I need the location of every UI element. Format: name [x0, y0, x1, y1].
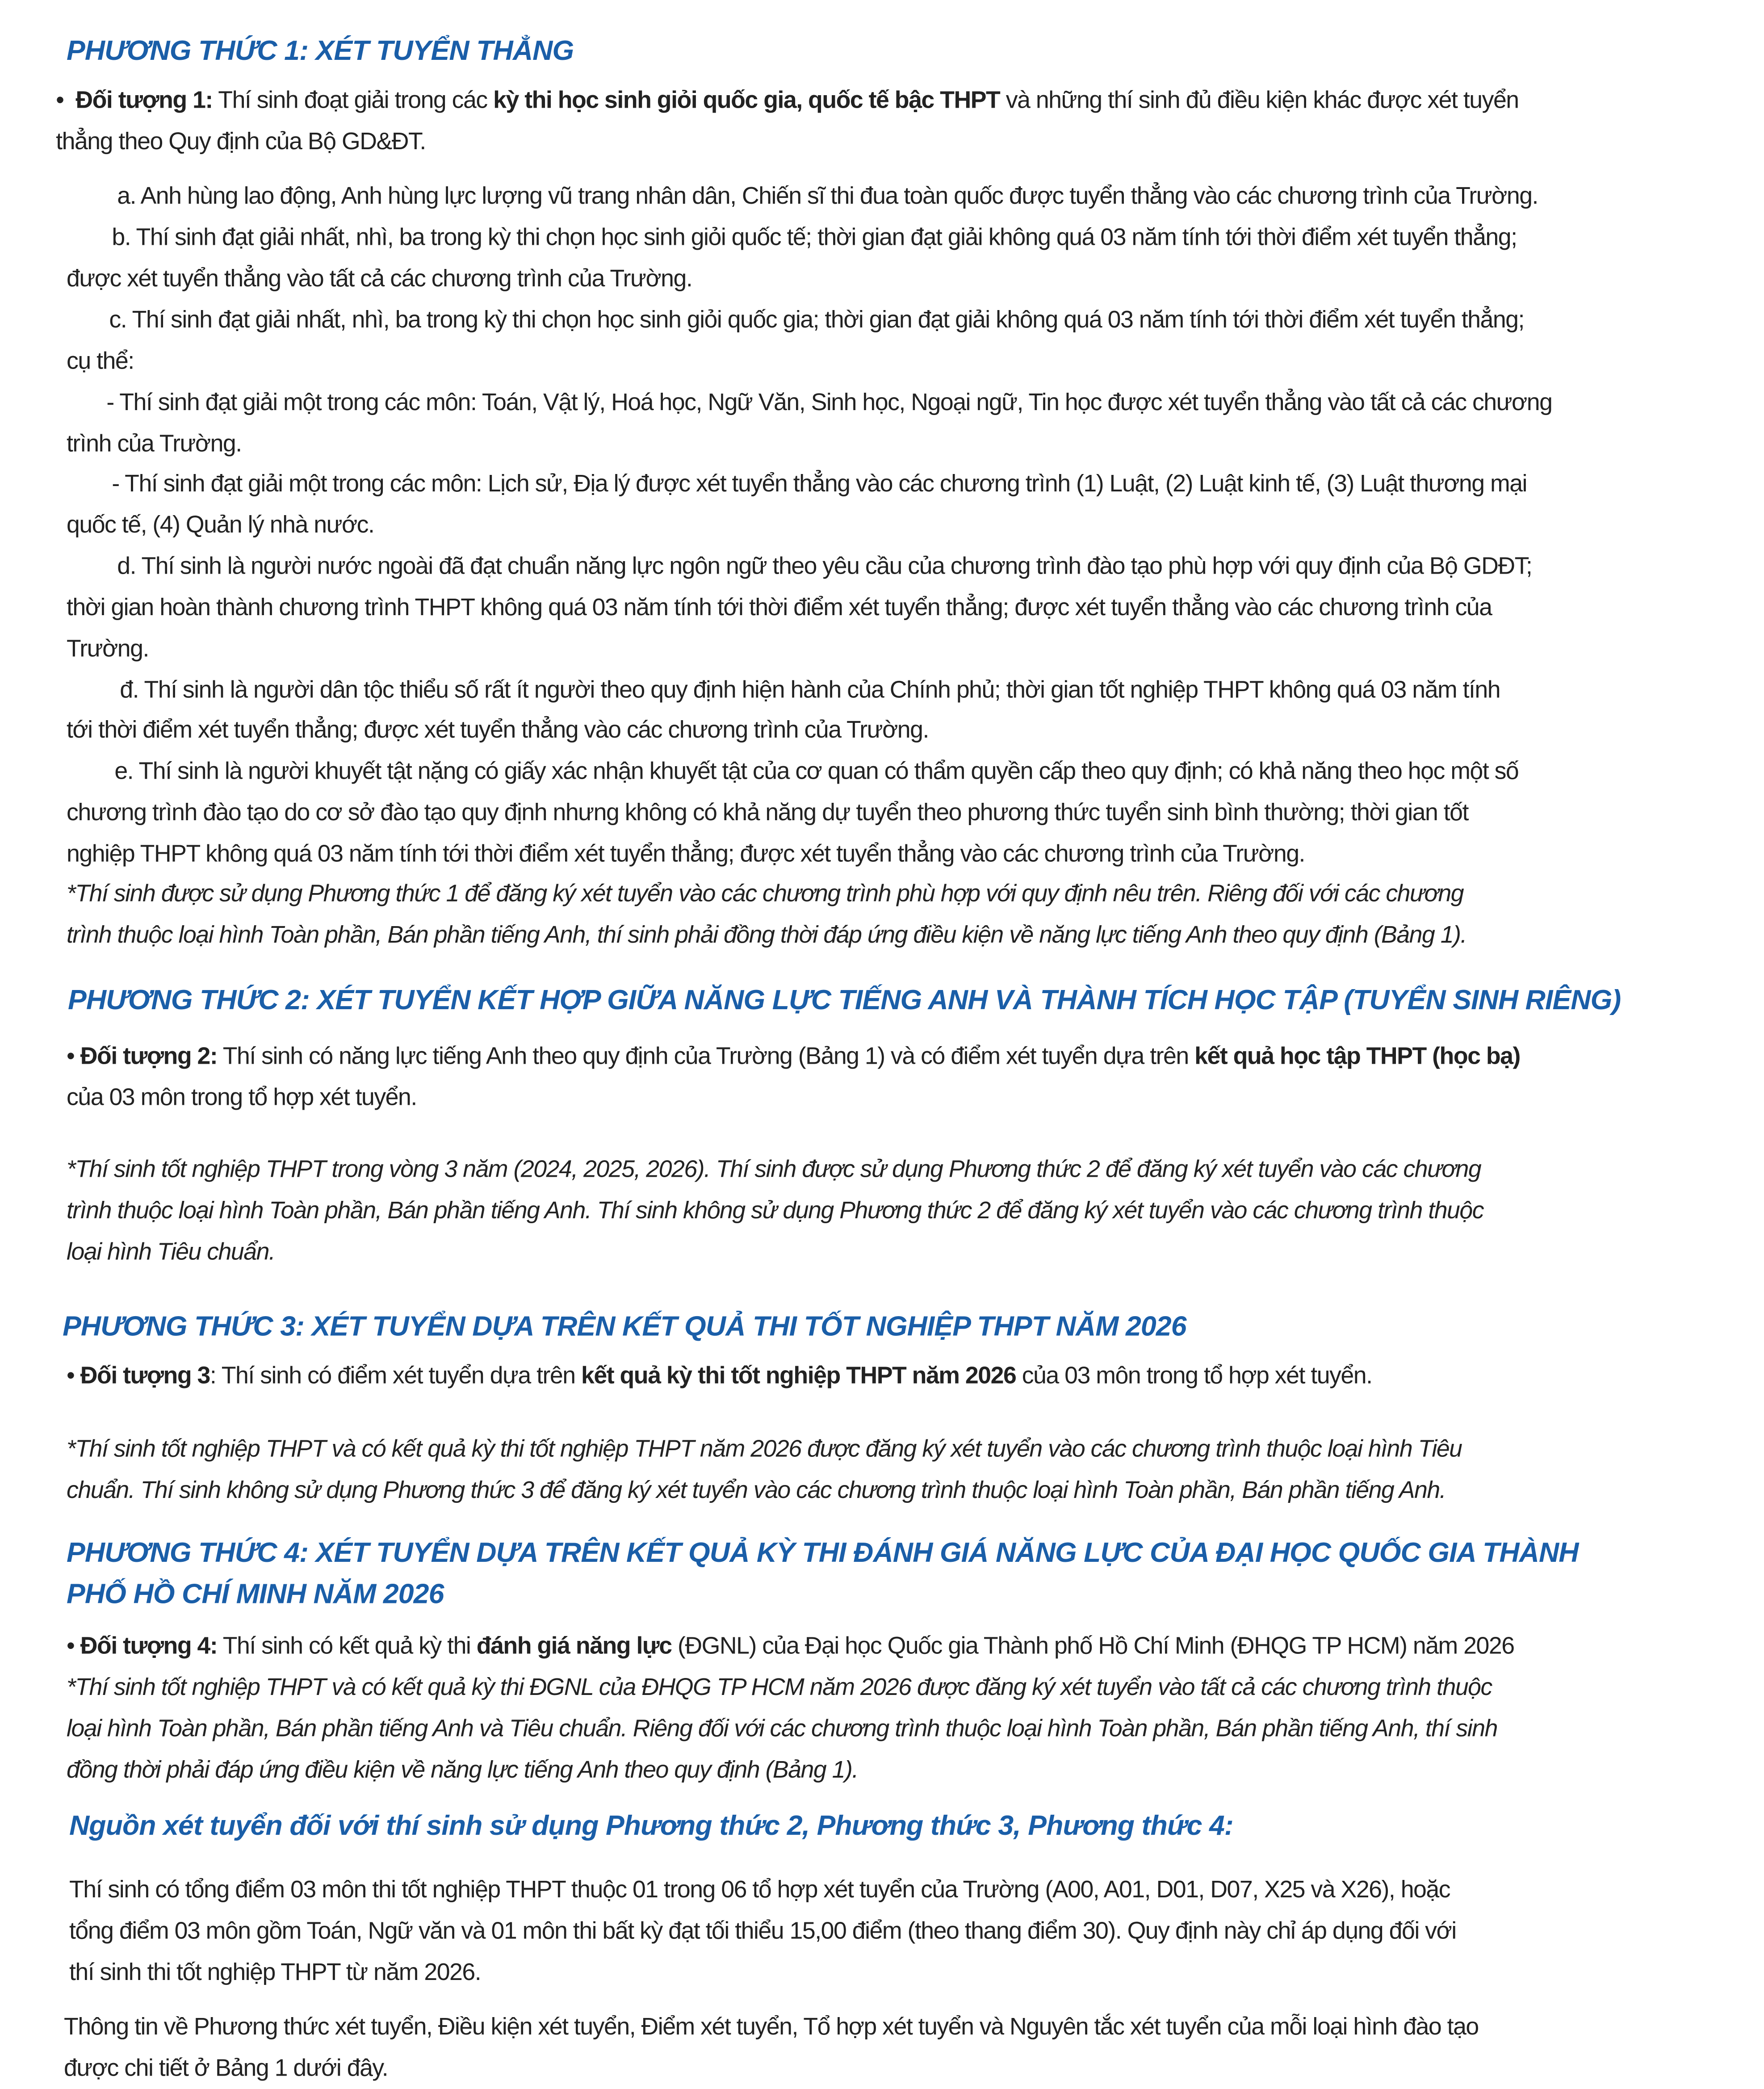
- method-2-note: *Thí sinh tốt nghiệp THPT trong vòng 3 năm (2024, 2025, 2026). Thí sinh được sử dụng Phương thức 2 để đăng ký xét tuyển vào các chương: [67, 1155, 1481, 1183]
- method-1-item-d-cont: thời gian hoàn thành chương trình THPT không quá 03 năm tính tới thời điểm xét tuyển thẳng; được xét tuyển thẳng vào các chương trình của: [67, 594, 1492, 621]
- method-1-target: [56, 80, 1613, 121]
- footer-text: Thông tin về Phương thức xét tuyển, Điều kiện xét tuyển, Điểm xét tuyển, Tổ hợp xét tuyển và Nguyên tắc xét tuyển của mỗi loại hình đào tạo: [64, 2013, 1479, 2040]
- target-text-cont: (ĐGNL) của Đại học Quốc gia Thành phố Hồ Chí Minh (ĐHQG TP HCM) năm 2026: [671, 1632, 1514, 1659]
- target-text: Thí sinh có năng lực tiếng Anh theo quy định của Trường (Bảng 1) và có điểm xét tuyển dựa trên: [217, 1042, 1195, 1070]
- source-text: Thí sinh có tổng điểm 03 môn thi tốt nghiệp THPT thuộc 01 trong 06 tổ hợp xét tuyển của Trường (A00, A01, D01, D07, X25 và X26), hoặc: [69, 1876, 1450, 1903]
- method-1-item-c-sub1: - Thí sinh đạt giải một trong các môn: Toán, Vật lý, Hoá học, Ngữ Văn, Sinh học, Ngoại ngữ, Tin học được xét tuyển thẳng vào tất cả các chương: [106, 389, 1552, 415]
- target-text-cont: của 03 môn trong tổ hợp xét tuyển.: [1016, 1362, 1372, 1389]
- method-2-heading: PHƯƠNG THỨC 2: XÉT TUYỂN KẾT HỢP GIỮA NĂNG LỰC TIẾNG ANH VÀ THÀNH TÍCH HỌC TẬP (TUYỂN SINH RIÊNG): [68, 985, 1621, 1016]
- method-4-note-cont2: đồng thời phải đáp ứng điều kiện về năng lực tiếng Anh theo quy định (Bảng 1).: [67, 1756, 858, 1783]
- method-4-heading-cont: PHỐ HỒ CHÍ MINH NĂM 2026: [67, 1579, 444, 1610]
- method-3-target: [67, 1355, 1624, 1397]
- method-4-heading: PHƯƠNG THỨC 4: XÉT TUYỂN DỰA TRÊN KẾT QUẢ KỲ THI ĐÁNH GIÁ NĂNG LỰC CỦA ĐẠI HỌC QUỐC GIA THÀNH: [67, 1538, 1579, 1569]
- method-1-item-c: c. Thí sinh đạt giải nhất, nhì, ba trong kỳ thi chọn học sinh giỏi quốc gia; thời gian đạt giải không quá 03 năm tính tới thời điểm xét tuyển thẳng;: [109, 306, 1524, 333]
- target-text: Thí sinh đoạt giải trong các: [212, 86, 494, 113]
- method-1-item-c-cont: cụ thể:: [67, 347, 134, 374]
- footer-text-cont: được chi tiết ở Bảng 1 dưới đây.: [64, 2054, 388, 2081]
- bullet: •: [67, 1042, 75, 1070]
- target-label: Đối tượng 4:: [80, 1632, 218, 1659]
- method-1-item-b: b. Thí sinh đạt giải nhất, nhì, ba trong kỳ thi chọn học sinh giỏi quốc tế; thời gian đạt giải không quá 03 năm tính tới thời điểm xét tuyển thẳng;: [112, 223, 1517, 251]
- method-1-item-c-sub2: - Thí sinh đạt giải một trong các môn: Lịch sử, Địa lý được xét tuyển thẳng vào các chương trình (1) Luật, (2) Luật kinh tế, (3) Luật thương mại: [112, 470, 1527, 497]
- target-text-cont: và những thí sinh đủ điều kiện khác được xét tuyển: [1000, 86, 1519, 113]
- method-1-item-d-cont2: Trường.: [67, 635, 149, 662]
- target-bold-text: kết quả kỳ thi tốt nghiệp THPT năm 2026: [581, 1362, 1016, 1389]
- method-2-target-cont: của 03 môn trong tổ hợp xét tuyển.: [67, 1084, 417, 1111]
- target-label: Đối tượng 2:: [80, 1042, 218, 1070]
- source-text-cont: tổng điểm 03 môn gồm Toán, Ngữ văn và 01 môn thi bất kỳ đạt tối thiểu 15,00 điểm (theo thang điểm 30). Quy định này chỉ áp dụng đối với: [69, 1917, 1456, 1944]
- method-1-item-e: e. Thí sinh là người khuyết tật nặng có giấy xác nhận khuyết tật của cơ quan có thẩm quyền cấp theo quy định; có khả năng theo học một số: [114, 757, 1519, 784]
- method-1-note-cont: trình thuộc loại hình Toàn phần, Bán phần tiếng Anh, thí sinh phải đồng thời đáp ứng điều kiện về năng lực tiếng Anh theo quy định (Bảng 1).: [67, 921, 1467, 948]
- method-2-note-cont2: loại hình Tiêu chuẩn.: [67, 1238, 275, 1265]
- method-1-heading: PHƯƠNG THỨC 1: XÉT TUYỂN THẲNG: [67, 36, 574, 67]
- method-1-item-c-sub1-cont: trình của Trường.: [67, 430, 242, 457]
- method-4-target: [67, 1626, 1624, 1667]
- method-1-item-b-cont: được xét tuyển thẳng vào tất cả các chương trình của Trường.: [67, 265, 692, 292]
- target-text: Thí sinh có kết quả kỳ thi: [217, 1632, 477, 1659]
- method-1-item-dd-cont: tới thời điểm xét tuyển thẳng; được xét tuyển thẳng vào các chương trình của Trường.: [67, 716, 929, 743]
- method-1-item-e-cont: chương trình đào tạo do cơ sở đào tạo quy định nhưng không có khả năng dự tuyển theo phương thức tuyển sinh bình thường; thời gian tốt: [67, 799, 1468, 826]
- method-3-note: *Thí sinh tốt nghiệp THPT và có kết quả kỳ thi tốt nghiệp THPT năm 2026 được đăng ký xét tuyển vào các chương trình thuộc loại hình Tiêu: [67, 1435, 1462, 1462]
- target-bold-text: đánh giá năng lực: [476, 1632, 672, 1659]
- source-text-cont2: thí sinh thi tốt nghiệp THPT từ năm 2026.: [69, 1959, 481, 1985]
- source-heading: Nguồn xét tuyển đối với thí sinh sử dụng Phương thức 2, Phương thức 3, Phương thức 4:: [69, 1811, 1233, 1842]
- method-3-note-cont: chuẩn. Thí sinh không sử dụng Phương thức 3 để đăng ký xét tuyển vào các chương trình thuộc loại hình Toàn phần, Bán phần tiếng Anh.: [67, 1477, 1446, 1503]
- method-1-item-c-sub2-cont: quốc tế, (4) Quản lý nhà nước.: [67, 511, 374, 538]
- method-2-note-cont: trình thuộc loại hình Toàn phần, Bán phần tiếng Anh. Thí sinh không sử dụng Phương thức 2 để đăng ký xét tuyển vào các chương trình thuộc: [67, 1197, 1484, 1224]
- target-bold-text: kỳ thi học sinh giỏi quốc gia, quốc tế bậc THPT: [493, 86, 1000, 113]
- method-2-target: [67, 1036, 1624, 1077]
- method-1-item-e-cont2: nghiệp THPT không quá 03 năm tính tới thời điểm xét tuyển thẳng; được xét tuyển thẳng vào các chương trình của Trường.: [67, 840, 1305, 867]
- method-4-note: *Thí sinh tốt nghiệp THPT và có kết quả kỳ thi ĐGNL của ĐHQG TP HCM năm 2026 được đăng ký xét tuyển vào tất cả các chương trình thuộc: [67, 1674, 1492, 1700]
- bullet: •: [56, 86, 64, 113]
- bullet: •: [67, 1362, 75, 1389]
- bullet: •: [67, 1632, 75, 1659]
- method-1-item-a: a. Anh hùng lao động, Anh hùng lực lượng vũ trang nhân dân, Chiến sĩ thi đua toàn quốc được tuyển thẳng vào các chương trình của Trường.: [117, 182, 1538, 209]
- method-1-note: *Thí sinh được sử dụng Phương thức 1 để đăng ký xét tuyển vào các chương trình phù hợp với quy định nêu trên. Riêng đối với các chương: [67, 880, 1464, 907]
- target-bold-text: kết quả học tập THPT (học bạ): [1194, 1042, 1520, 1070]
- target-label: Đối tượng 3: [80, 1362, 210, 1389]
- method-4-note-cont: loại hình Toàn phần, Bán phần tiếng Anh và Tiêu chuẩn. Riêng đối với các chương trình thuộc loại hình Toàn phần, Bán phần tiếng Anh, thí sinh: [67, 1715, 1497, 1742]
- method-1-item-dd: đ. Thí sinh là người dân tộc thiểu số rất ít người theo quy định hiện hành của Chính phủ; thời gian tốt nghiệp THPT không quá 03 năm tính: [120, 676, 1500, 703]
- method-1-item-d: d. Thí sinh là người nước ngoài đã đạt chuẩn năng lực ngôn ngữ theo yêu cầu của chương trình đào tạo phù hợp với quy định của Bộ GDĐT;: [117, 552, 1532, 579]
- method-1-target-line2: thẳng theo Quy định của Bộ GD&ĐT.: [56, 128, 426, 155]
- method-3-heading: PHƯƠNG THỨC 3: XÉT TUYỂN DỰA TRÊN KẾT QUẢ THI TỐT NGHIỆP THPT NĂM 2026: [63, 1311, 1186, 1342]
- target-text: : Thí sinh có điểm xét tuyển dựa trên: [210, 1362, 582, 1389]
- target-label: Đối tượng 1:: [75, 86, 213, 113]
